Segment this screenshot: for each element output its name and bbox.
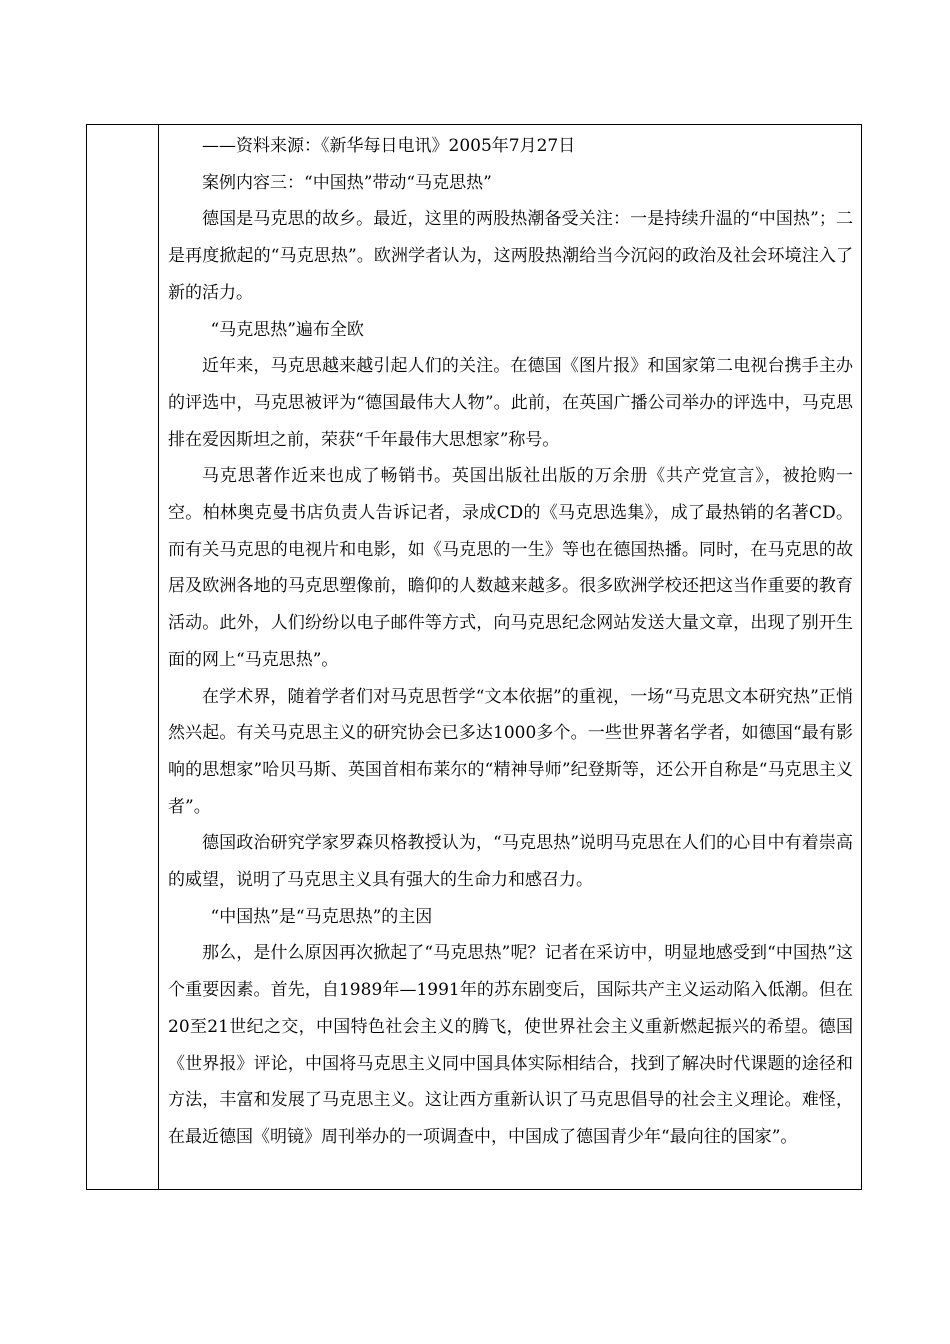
document-table [86, 124, 862, 1190]
section-heading-china-fever: “中国热”是“马克思热”的主因 [210, 906, 433, 927]
section-heading-marx-fever: “马克思热”遍布全欧 [210, 319, 364, 340]
paragraph-rankings: 近年来，马克思越来越引起人们的关注。在德国《图片报》和国家第二电视台携手主办的评选中，马克思被评为“德国最伟大人物”。此前，在英国广播公司举办的评选中，马克思排在爱因斯坦之前，荣获“千年最伟大思想家”称号。 [168, 356, 853, 450]
case-title: 案例内容三：“中国热”带动“马克思热” [202, 172, 492, 193]
paragraph-academia: 在学术界，随着学者们对马克思哲学“文本依据”的重视，一场“马克思文本研究热”正悄然兴起。有关马克思主义的研究协会已多达1000多个。一些世界著名学者，如德国“最有影响的思想家”哈贝马斯、英国首相布莱尔的“精神导师”纪登斯等，还公开自称是“马克思主义者”。 [168, 686, 853, 817]
paragraph-intro: 德国是马克思的故乡。最近，这里的两股热潮备受关注：一是持续升温的“中国热”；二是再度掀起的“马克思热”。欧洲学者认为，这两股热潮给当今沉闷的政治及社会环境注入了新的活力。 [168, 209, 853, 303]
table-left-cell [87, 125, 159, 1189]
paragraph-reasons: 那么，是什么原因再次掀起了“马克思热”呢？记者在采访中，明显地感受到“中国热”这个重要因素。首先，自1989年—1991年的苏东剧变后，国际共产主义运动陷入低潮。但在20至21世纪之交，中国特色社会主义的腾飞，使世界社会主义重新燃起振兴的希望。德国《世界报》评论，中国将马克思主义同中国具体实际相结合，找到了解决时代课题的途径和方法，丰富和发展了马克思主义。这让西方重新认识了马克思倡导的社会主义理论。难怪，在最近德国《明镜》周刊举办的一项调查中，中国成了德国青少年“最向往的国家”。 [168, 943, 853, 1147]
paragraph-professor-view: 德国政治研究学家罗森贝格教授认为，“马克思热”说明马克思在人们的心目中有着崇高的威望，说明了马克思主义具有强大的生命力和感召力。 [168, 833, 853, 891]
paragraph-bestsellers: 马克思著作近来也成了畅销书。英国出版社出版的万余册《共产党宣言》，被抢购一空。柏林奥克曼书店负责人告诉记者，录成CD的《马克思选集》，成了最热销的名著CD。而有关马克思的电视片和电影，如《马克思的一生》等也在德国热播。同时，在马克思的故居及欧洲各地的马克思塑像前，瞻仰的人数越来越多。很多欧洲学校还把这当作重要的教育活动。此外，人们纷纷以电子邮件等方式，向马克思纪念网站发送大量文章，出现了别开生面的网上“马克思热”。 [168, 466, 853, 670]
table-content-cell [159, 125, 861, 1189]
source-line: ——资料来源：《新华每日电讯》2005年7月27日 [202, 136, 576, 156]
